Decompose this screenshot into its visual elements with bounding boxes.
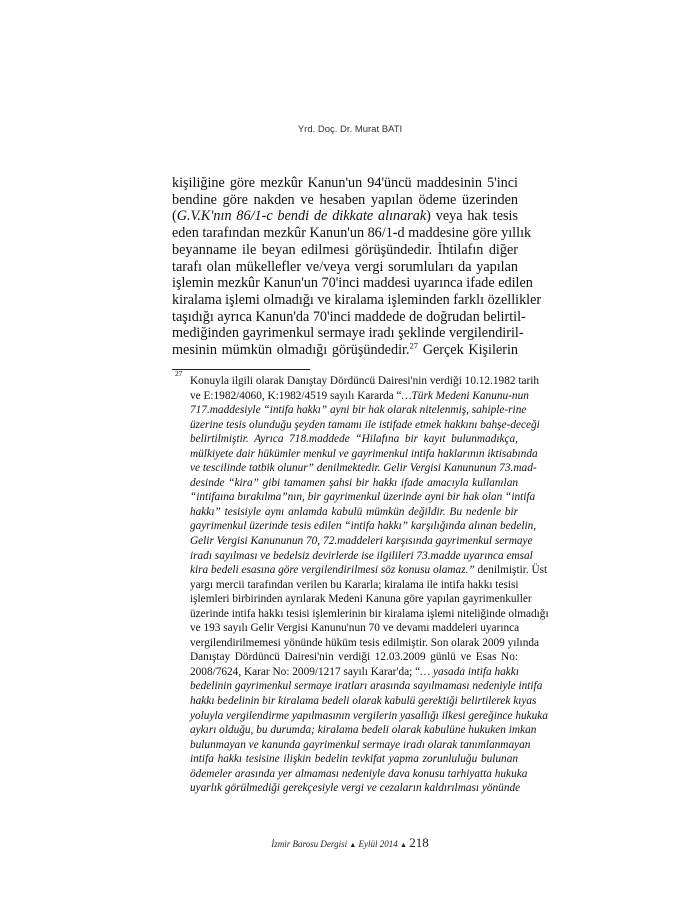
italic-text: gayrimenkul üzerinde tesis edilen “intifa hakkı” karşılığında alınan bedelin, bbox=[190, 520, 537, 533]
page-number: 218 bbox=[409, 835, 429, 850]
italic-text: ve tescilinde tatbik olunur” denilmektedir. Gelir Vergisi Kanununun 73.mad- bbox=[190, 462, 537, 475]
footnote-line bbox=[190, 636, 540, 651]
body-line bbox=[172, 225, 532, 242]
italic-text: G.V.K'nın 86/1-c bendi de dikkate alınarak bbox=[176, 208, 427, 225]
footnote-line bbox=[190, 534, 533, 549]
footnote-line bbox=[190, 592, 532, 607]
footnote-line bbox=[190, 403, 527, 418]
text-run: beyanname ile beyan edilmesi görüşündedir. İhtilafın diğer bbox=[172, 241, 518, 258]
text-run: ) veya hak tesis bbox=[426, 208, 518, 225]
text-run: üzerinde intifa hakkı tesisi işlemlerinin bir kiralama işlemi niteliğinde olmadığı bbox=[190, 607, 549, 620]
footnote-line bbox=[190, 694, 537, 709]
italic-text: “intifaına bırakılma”nın, bir gayrimenkul üzerinde ayni bir hak olan “intifa bbox=[190, 491, 536, 504]
body-line bbox=[172, 275, 533, 292]
footnote-line bbox=[190, 461, 537, 476]
running-header: Yrd. Doç. Dr. Murat BATI bbox=[297, 124, 403, 135]
footnote-line bbox=[190, 563, 548, 578]
body-line bbox=[172, 175, 518, 192]
italic-text: üzerine tesis olunduğu şeyden tamamı ile istifade etmek hakkını bahşe-deceği bbox=[190, 418, 540, 431]
footnote-reference: 27 bbox=[409, 340, 419, 351]
separator-icon: ▲ bbox=[349, 841, 357, 849]
footnote-line bbox=[190, 709, 548, 724]
text-run: eden tarafından mezkûr Kanun'un 86/1-d maddesine göre yıllık bbox=[172, 225, 532, 242]
footnote-line bbox=[190, 781, 521, 796]
footnote-line bbox=[190, 447, 538, 462]
text-run: kişiliğine göre mezkûr Kanun'un 94'üncü maddesinin 5'inci bbox=[172, 175, 518, 191]
footnote-line bbox=[190, 767, 528, 782]
italic-text: kira bedeli esasına göre vergilendirilmesi söz konusu olamaz.” bbox=[190, 564, 475, 577]
footnote-text bbox=[175, 369, 549, 796]
text-run: denilmiştir. Üst bbox=[474, 564, 548, 577]
issue-date: Eylül 2014 bbox=[358, 839, 398, 849]
body-line bbox=[172, 291, 542, 309]
italic-text: Gelir Vergisi Kanununun 70, 72.maddeleri karşısında gayrimenkul sermaye bbox=[190, 535, 533, 548]
footnote-line bbox=[190, 374, 540, 389]
body-line bbox=[172, 342, 518, 359]
footnote-line bbox=[190, 490, 536, 505]
footnote-line bbox=[190, 432, 518, 447]
italic-text: hakkı” tesisiyle aynı anlamda kabulü mümkün değildir. Bu nedenle bir bbox=[190, 505, 518, 518]
italic-text: ödemeler arasında yer almaması nedeniyle dava konusu tarhiyatta hukuka bbox=[190, 767, 528, 780]
text-run: vergilendirilmemesi yönünde hüküm tesis edilmiştir. Son olarak 2009 yılında bbox=[190, 636, 540, 649]
footnote-line bbox=[190, 389, 529, 404]
italic-text: … yasada intifa hakkı bbox=[420, 665, 519, 678]
body-line bbox=[172, 208, 518, 225]
footnote-line bbox=[190, 549, 533, 564]
body-paragraph bbox=[172, 175, 542, 359]
text-run: taşıdığı ayrıca Kanun'da 70'inci maddede de doğrudan belirtil- bbox=[172, 308, 526, 325]
italic-text: belirtilmiştir. Ayrıca 718.maddede “Hilafına bir kayıt bulunmadıkça, bbox=[190, 433, 518, 446]
text-run: Danıştay Dördüncü Dairesi'nin verdiği 12.03.2009 günlü ve Esas No: bbox=[190, 651, 518, 664]
footnote-line bbox=[190, 418, 540, 433]
text-run: bendine göre nakden ve hesaben yapılan ödeme üzerinden bbox=[172, 191, 518, 208]
footnote-line bbox=[190, 476, 518, 491]
body-line bbox=[172, 308, 526, 326]
italic-text: bulunmayan ve kanunda gayrimenkul sermaye iradı olarak tanımlanmayan bbox=[190, 738, 531, 751]
body-line bbox=[172, 192, 518, 209]
footnote-line bbox=[190, 723, 537, 738]
journal-name: İzmir Barosu Dergisi bbox=[271, 839, 348, 849]
body-line bbox=[172, 242, 518, 259]
footnote-line bbox=[190, 738, 531, 753]
italic-text: bedelinin gayrimenkul sermaye iratları arasında sayılmaması nedeniyle intifa bbox=[190, 680, 543, 693]
italic-text: …Türk Medeni Kanunu-nun bbox=[401, 389, 529, 402]
italic-text: desinde “kira” gibi tamamen şahsi bir hakkı ifade amacıyla kullanılan bbox=[190, 476, 518, 489]
text-run: mediğinden gayrimenkul sermaye iradı şeklinde vergilendiril- bbox=[172, 325, 524, 342]
text-run: tarafı olan mükellefler ve/veya vergi sorumluları da yapılan bbox=[172, 258, 518, 275]
italic-text: 717.maddesiyle “intifa hakkı” ayni bir hak olarak nitelenmiş, sahiple-rine bbox=[190, 404, 527, 417]
italic-text: yoluyla vergilendirme yapılmasının vergilerin yasallığı ilkesi gereğince hukuka bbox=[190, 709, 548, 722]
text-run: kiralama işlemi olmadığı ve kiralama işleminden farklı özellikler bbox=[172, 291, 542, 308]
text-run: Gerçek Kişilerin bbox=[418, 342, 518, 359]
italic-text: hakkı bedelinin bir kiralama bedeli olarak kabulü gerektiği belirtilerek kıyas bbox=[190, 695, 537, 708]
text-run: 2008/7624, Karar No: 2009/1217 sayılı Karar'da; “ bbox=[190, 665, 421, 678]
body-line bbox=[172, 325, 524, 342]
page-footer bbox=[0, 835, 700, 851]
italic-text: intifa hakkı tesisine ilişkin bedelin tevkifat yapma zorunluluğu bulunan bbox=[190, 753, 518, 766]
footnote-line bbox=[190, 752, 518, 767]
footnote-line bbox=[190, 519, 537, 534]
text-run: işlemleri birbirinden ayrılarak Medeni Kanuna göre yapılan gayrimenkuller bbox=[190, 593, 532, 606]
footnote-line bbox=[190, 621, 518, 636]
italic-text: aykırı olduğu, bu durumda; kiralama bedeli olarak kabulüne hukuken imkan bbox=[190, 724, 537, 737]
footnote-line bbox=[190, 505, 518, 520]
text-run: işlemin mezkûr Kanun'un 70'inci maddesi uyarınca ifade edilen bbox=[172, 275, 533, 292]
italic-text: mülkiyete dair hükümler menkul ve gayrimenkul intifa haklarının iktisabında bbox=[190, 447, 538, 460]
text-run: yargı mercii tarafından verilen bu Kararla; kiralama ile intifa hakkı tesisi bbox=[190, 578, 519, 591]
text-run: ve E:1982/4060, K:1982/4519 sayılı Kararda “ bbox=[190, 389, 402, 402]
separator-icon: ▲ bbox=[400, 841, 407, 849]
footnote-line bbox=[190, 578, 518, 593]
body-line bbox=[172, 259, 518, 276]
text-run: ve 193 sayılı Gelir Vergisi Kanunu'nun 70 ve devamı maddeleri uyarınca bbox=[190, 622, 520, 635]
text-run: ( bbox=[172, 208, 177, 225]
footnote-line bbox=[190, 665, 518, 680]
italic-text: uyarlık görülmediği gerekçesiyle vergi ve cezaların kaldırılması yönünde bbox=[190, 782, 521, 795]
footnote-27: 27 Konuyla ilgili olarak Danıştay Dördüncü Dairesi'nin verdiği 10.12.1982 tarih ve E:1982/4060, K:1982/4519 sayılı Kararda “…Türk Medeni Kanunu-nun 717.maddesiyle “intifa hakkı” ayni bir hak olarak nitelenmiş, sahiple-rine üzerine tesis olunduğu şeyden tamamı ile istifade etmek hakkını bahşe-deceği belirtilmiştir. Ayrıca 718.maddede “Hilafına bir kayıt bulunmadıkça, mülkiyete dair hükümler menkul ve gayrimenkul intifa haklarının iktisabında ve tescilinde tatbik olunur” denilmektedir. Gelir Vergisi Kanununun 73.mad- desinde “kira” gibi tamamen şahsi bir hakkı ifade amacıyla kullanılan “intifaına bırakılma”nın, bir gayrimenkul üzerinde ayni bir hak olan “intifa hakkı” tesisiyle aynı anlamda kabulü mümkün değildir. Bu nedenle bir gayrimenkul üzerinde tesis edilen “intifa hakkı” karşılığında alınan bedelin, Gelir Vergisi Kanununun 70, 72.maddeleri karşısında gayrimenkul sermaye iradı sayılması ve bedelsiz devirlerde ise ilgilileri 73.madde uyarınca emsal kira bedeli esasına göre vergilendirilmesi söz konusu olamaz.” denilmiştir. Üst yargı mercii tarafından verilen bu Kararla; kiralama ile intifa hakkı tesisi işlemleri birbirinden ayrılarak Medeni Kanuna göre yapılan gayrimenkuller üzerinde intifa hakkı tesisi işlemlerinin bir kiralama işlemi niteliğinde olmadığı ve 193 sayılı Gelir Vergisi Kanunu'nun 70 ve devamı maddeleri uyarınca vergilendirilmemesi yönünde hüküm tesis edilmiştir. Son olarak 2009 yılında Danıştay Dördüncü Dairesi'nin verdiği 12.03.2009 günlü ve Esas No: 2008/7624, Karar No: 2009/1217 sayılı Karar'da; “… yasada intifa hakkı bedelinin gayrimenkul sermaye iratları arasında sayılmaması nedeniyle intifa hakkı bedelinin bir kiralama bedeli olarak kabulü gerektiği belirtilerek kıyas yoluyla vergilendirme yapılmasının vergilerin yasallığı ilkesi gereğince hukuka aykırı olduğu, bu durumda; kiralama bedeli olarak kabulüne hukuken imkan bulunmayan ve kanunda gayrimenkul sermaye iradı olarak tanımlanmayan intifa hakkı tesisine ilişkin bedelin tevkifat yapma zorunluluğu bulunan ödemeler arasında yer almaması nedeniyle dava konusu tarhiyatta hukuka uyarlık görülmediği gerekçesiyle vergi ve cezaların kaldırılması yönünde bbox=[175, 369, 549, 795]
footnote-line bbox=[190, 650, 518, 665]
text-run: mesinin mümkün olmadığı görüşündedir. bbox=[172, 342, 410, 359]
footnote-line bbox=[190, 607, 549, 622]
footnote-divider bbox=[172, 369, 310, 370]
footnote-line bbox=[190, 679, 543, 694]
text-run: Konuyla ilgili olarak Danıştay Dördüncü Dairesi'nin verdiği 10.12.1982 tarih bbox=[190, 375, 540, 387]
italic-text: iradı sayılması ve bedelsiz devirlerde ise ilgilileri 73.madde uyarınca emsal bbox=[190, 549, 533, 562]
